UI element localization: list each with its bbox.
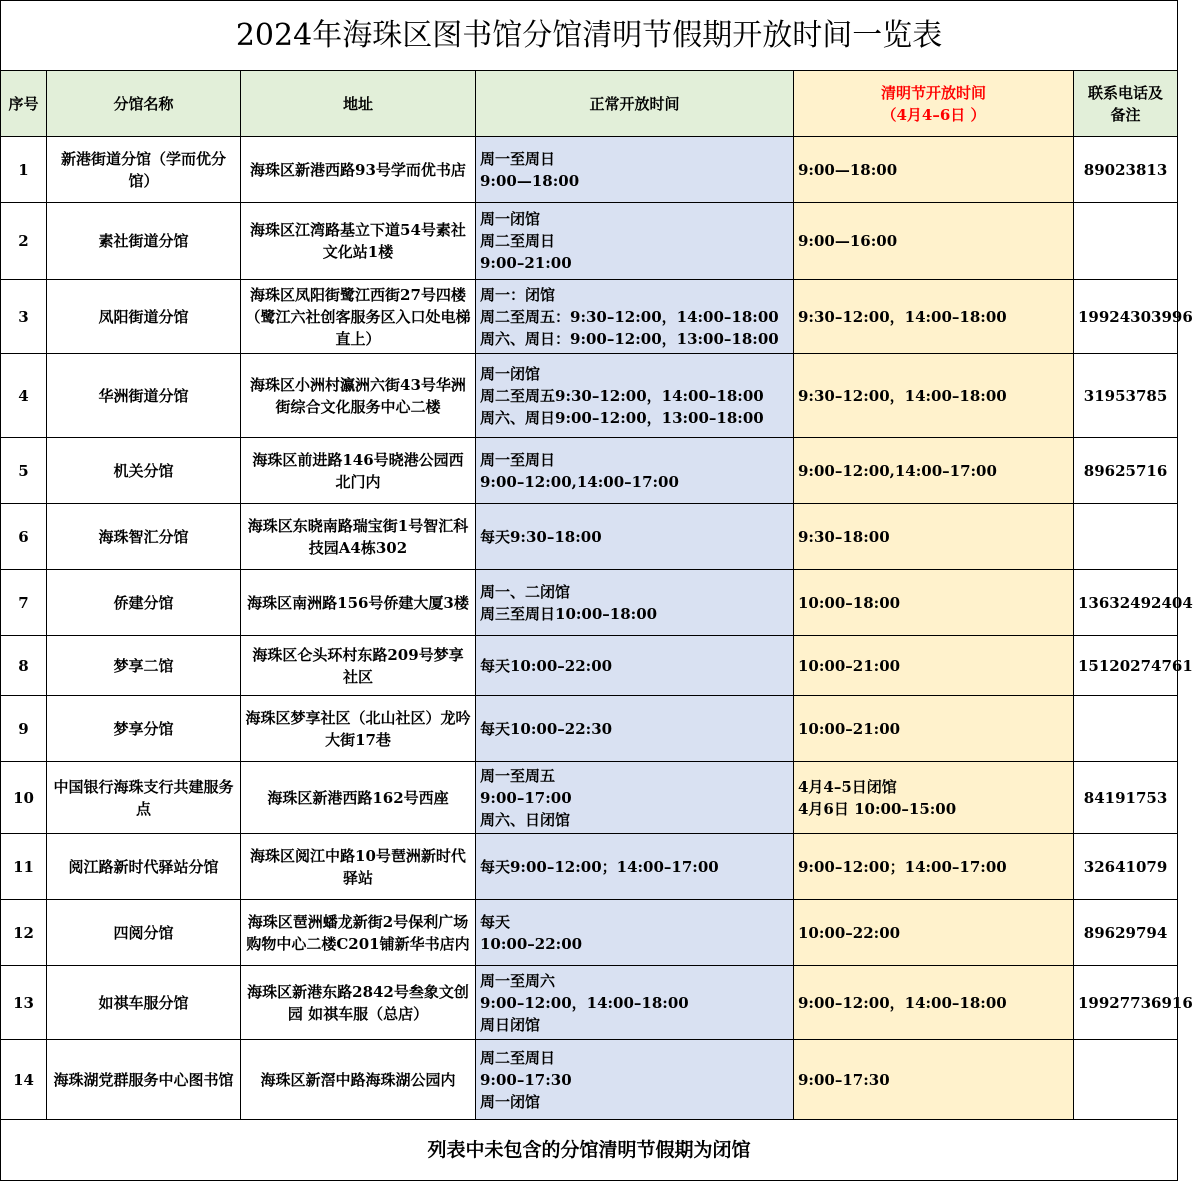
branch-address: 海珠区小洲村瀛洲六街43号华洲街综合文化服务中心二楼 — [241, 354, 476, 438]
table-row — [1, 570, 1178, 636]
holiday-hours-cell — [794, 900, 1074, 966]
header-holiday-hours — [794, 71, 1074, 137]
row-number: 11 — [1, 834, 47, 900]
table-row — [1, 966, 1178, 1040]
holiday-hours-line: 9:00—16:00 — [798, 232, 898, 250]
normal-hours-line: 周一、二闭馆 — [480, 582, 571, 601]
normal-hours-cell — [476, 966, 794, 1040]
contact-phone: 13632492404 — [1074, 570, 1178, 636]
branch-address: 海珠区新港东路2842号叁象文创园 如祺车服（总店） — [241, 966, 476, 1040]
normal-hours-cell — [476, 137, 794, 203]
normal-hours-cell — [476, 354, 794, 438]
branch-name: 素社街道分馆 — [47, 203, 241, 280]
branch-address: 海珠区新港西路162号西座 — [241, 762, 476, 834]
normal-hours-line: 周六、周日：9:00–12:00，13:00–18:00 — [480, 329, 779, 348]
normal-hours-cell — [476, 834, 794, 900]
normal-hours-line: 9:00—18:00 — [480, 171, 580, 190]
branch-name: 海珠湖党群服务中心图书馆 — [47, 1040, 241, 1120]
footer-note: 列表中未包含的分馆清明节假期为闭馆 — [1, 1120, 1178, 1181]
table-row — [1, 696, 1178, 762]
table-row — [1, 354, 1178, 438]
branch-name: 如祺车服分馆 — [47, 966, 241, 1040]
normal-hours-line: 每天9:30–18:00 — [480, 527, 602, 546]
normal-hours-line: 周一闭馆 — [480, 364, 541, 383]
row-number: 3 — [1, 280, 47, 354]
row-number: 9 — [1, 696, 47, 762]
normal-hours-line: 周一至周五 — [480, 766, 556, 785]
holiday-hours-cell — [794, 636, 1074, 696]
holiday-hours-cell — [794, 696, 1074, 762]
contact-phone: 15120274761 — [1074, 636, 1178, 696]
row-number: 1 — [1, 137, 47, 203]
table-row — [1, 636, 1178, 696]
branch-address: 海珠区南洲路156号侨建大厦3楼 — [241, 570, 476, 636]
contact-phone: 89629794 — [1074, 900, 1178, 966]
holiday-hours-cell — [794, 1040, 1074, 1120]
holiday-hours-line: 9:30–12:00，14:00–18:00 — [798, 386, 1007, 405]
branch-name: 华洲街道分馆 — [47, 354, 241, 438]
normal-hours-cell — [476, 636, 794, 696]
holiday-hours-cell — [794, 354, 1074, 438]
normal-hours-line: 周一至周日 — [480, 149, 556, 168]
normal-hours-line: 9:00–17:30 — [480, 1070, 572, 1089]
branch-address: 海珠区东晓南路瑞宝街1号智汇科技园A4栋302 — [241, 504, 476, 570]
normal-hours-line: 每天10:00–22:30 — [480, 719, 613, 738]
normal-hours-line: 周六、周日9:00–12:00，13:00–18:00 — [480, 408, 764, 427]
holiday-hours-line: 10:00–18:00 — [798, 593, 901, 612]
holiday-hours-line: 9:00–12:00,14:00–17:00 — [798, 461, 997, 480]
holiday-hours-cell — [794, 966, 1074, 1040]
branch-name: 四阅分馆 — [47, 900, 241, 966]
normal-hours-cell — [476, 696, 794, 762]
normal-hours-line: 周二至周五：9:30–12:00，14:00–18:00 — [480, 307, 779, 326]
branch-address: 海珠区江湾路基立下道54号素社文化站1楼 — [241, 203, 476, 280]
holiday-hours-line: 9:00–12:00，14:00–18:00 — [798, 993, 1007, 1012]
row-number: 4 — [1, 354, 47, 438]
normal-hours-line: 9:00–12:00，14:00–18:00 — [480, 993, 689, 1012]
table-row — [1, 834, 1178, 900]
holiday-hours-line: 9:00–17:30 — [798, 1070, 890, 1089]
branch-name: 侨建分馆 — [47, 570, 241, 636]
holiday-hours-cell — [794, 280, 1074, 354]
row-number: 12 — [1, 900, 47, 966]
table-row — [1, 203, 1178, 280]
branch-address: 海珠区新港西路93号学而优书店 — [241, 137, 476, 203]
branch-name: 中国银行海珠支行共建服务点 — [47, 762, 241, 834]
table-row — [1, 900, 1178, 966]
contact-phone: 19927736916 — [1074, 966, 1178, 1040]
header-contact-line1: 联系电话及 — [1088, 83, 1164, 102]
normal-hours-line: 周二至周日 — [480, 1048, 556, 1067]
holiday-hours-line: 10:00–22:00 — [798, 923, 901, 942]
row-number: 14 — [1, 1040, 47, 1120]
branch-name: 新港街道分馆（学而优分馆） — [47, 137, 241, 203]
normal-hours-line: 周一至周六 — [480, 971, 556, 990]
contact-phone: 31953785 — [1074, 354, 1178, 438]
table-row — [1, 137, 1178, 203]
row-number: 13 — [1, 966, 47, 1040]
table-row — [1, 504, 1178, 570]
header-contact-line2: 备注 — [1110, 105, 1141, 124]
header-holiday-line2: （4月4–6日 ） — [881, 105, 986, 124]
holiday-hours-line: 10:00–21:00 — [798, 719, 901, 738]
holiday-hours-line: 9:00–12:00；14:00–17:00 — [798, 857, 1007, 876]
normal-hours-cell — [476, 570, 794, 636]
normal-hours-line: 周二至周日 — [480, 232, 556, 250]
holiday-hours-cell — [794, 834, 1074, 900]
row-number: 5 — [1, 438, 47, 504]
table-row — [1, 438, 1178, 504]
contact-phone — [1074, 203, 1178, 280]
branch-address: 海珠区阅江中路10号琶洲新时代驿站 — [241, 834, 476, 900]
branch-name: 阅江路新时代驿站分馆 — [47, 834, 241, 900]
normal-hours-line: 周六、日闭馆 — [480, 810, 571, 829]
contact-phone — [1074, 696, 1178, 762]
table-body — [1, 137, 1193, 1120]
contact-phone: 84191753 — [1074, 762, 1178, 834]
branch-address: 海珠区梦享社区（北山社区）龙吟大街17巷 — [241, 696, 476, 762]
normal-hours-cell — [476, 504, 794, 570]
normal-hours-line: 9:00–12:00,14:00–17:00 — [480, 472, 679, 491]
normal-hours-line: 每天 — [480, 912, 511, 931]
branch-address: 海珠区新滘中路海珠湖公园内 — [241, 1040, 476, 1120]
row-number: 2 — [1, 203, 47, 280]
branch-address: 海珠区琶洲蟠龙新街2号保利广场购物中心二楼C201铺新华书店内 — [241, 900, 476, 966]
normal-hours-cell — [476, 438, 794, 504]
holiday-hours-line: 4月4–5日闭馆 — [798, 777, 897, 796]
table-row — [1, 1040, 1178, 1120]
branch-name: 梦享二馆 — [47, 636, 241, 696]
contact-phone: 89625716 — [1074, 438, 1178, 504]
normal-hours-line: 9:00–17:00 — [480, 788, 572, 807]
row-number: 10 — [1, 762, 47, 834]
row-number: 7 — [1, 570, 47, 636]
normal-hours-line: 每天10:00–22:00 — [480, 656, 613, 675]
holiday-hours-line: 9:00—18:00 — [798, 160, 898, 179]
contact-phone: 89023813 — [1074, 137, 1178, 203]
normal-hours-line: 周一闭馆 — [480, 210, 541, 228]
page-title: 2024年海珠区图书馆分馆清明节假期开放时间一览表 — [1, 1, 1178, 71]
holiday-hours-cell — [794, 438, 1074, 504]
contact-phone: 32641079 — [1074, 834, 1178, 900]
holiday-hours-line: 10:00–21:00 — [798, 656, 901, 675]
normal-hours-line: 10:00–22:00 — [480, 934, 583, 953]
normal-hours-cell — [476, 1040, 794, 1120]
normal-hours-line: 周二至周五9:30–12:00，14:00–18:00 — [480, 386, 764, 405]
contact-phone — [1074, 504, 1178, 570]
holiday-hours-line: 9:30–18:00 — [798, 527, 890, 546]
normal-hours-line: 每天9:00–12:00；14:00–17:00 — [480, 857, 719, 876]
header-seq: 序号 — [1, 71, 47, 137]
normal-hours-line: 9:00–21:00 — [480, 254, 572, 272]
holiday-hours-cell — [794, 504, 1074, 570]
holiday-hours-line: 9:30–12:00，14:00–18:00 — [798, 307, 1007, 326]
branch-name: 梦享分馆 — [47, 696, 241, 762]
normal-hours-line: 周一：闭馆 — [480, 285, 556, 304]
normal-hours-cell — [476, 203, 794, 280]
branch-name: 机关分馆 — [47, 438, 241, 504]
normal-hours-line: 周三至周日10:00–18:00 — [480, 604, 658, 623]
normal-hours-line: 周一闭馆 — [480, 1092, 541, 1111]
normal-hours-line: 周日闭馆 — [480, 1015, 541, 1034]
branch-address: 海珠区凤阳街鹭江西街27号四楼（鹭江六社创客服务区入口处电梯直上） — [241, 280, 476, 354]
branch-address: 海珠区仑头环村东路209号梦享社区 — [241, 636, 476, 696]
header-address: 地址 — [241, 71, 476, 137]
row-number: 6 — [1, 504, 47, 570]
row-number: 8 — [1, 636, 47, 696]
branch-address: 海珠区前进路146号晓港公园西北门内 — [241, 438, 476, 504]
normal-hours-cell — [476, 762, 794, 834]
table-row — [1, 762, 1178, 834]
normal-hours-cell — [476, 280, 794, 354]
normal-hours-cell — [476, 900, 794, 966]
header-normal-hours: 正常开放时间 — [476, 71, 794, 137]
header-holiday-line1: 清明节开放时间 — [880, 83, 986, 102]
holiday-hours-cell — [794, 203, 1074, 280]
normal-hours-line: 周一至周日 — [480, 450, 556, 469]
header-contact — [1074, 71, 1178, 137]
contact-phone: 19924303996 — [1074, 280, 1178, 354]
holiday-hours-cell — [794, 762, 1074, 834]
contact-phone — [1074, 1040, 1178, 1120]
holiday-hours-cell — [794, 570, 1074, 636]
branch-name: 海珠智汇分馆 — [47, 504, 241, 570]
table-row — [1, 280, 1178, 354]
holiday-hours-line: 4月6日 10:00–15:00 — [798, 799, 957, 818]
holiday-hours-cell — [794, 137, 1074, 203]
header-name: 分馆名称 — [47, 71, 241, 137]
branch-name: 凤阳街道分馆 — [47, 280, 241, 354]
